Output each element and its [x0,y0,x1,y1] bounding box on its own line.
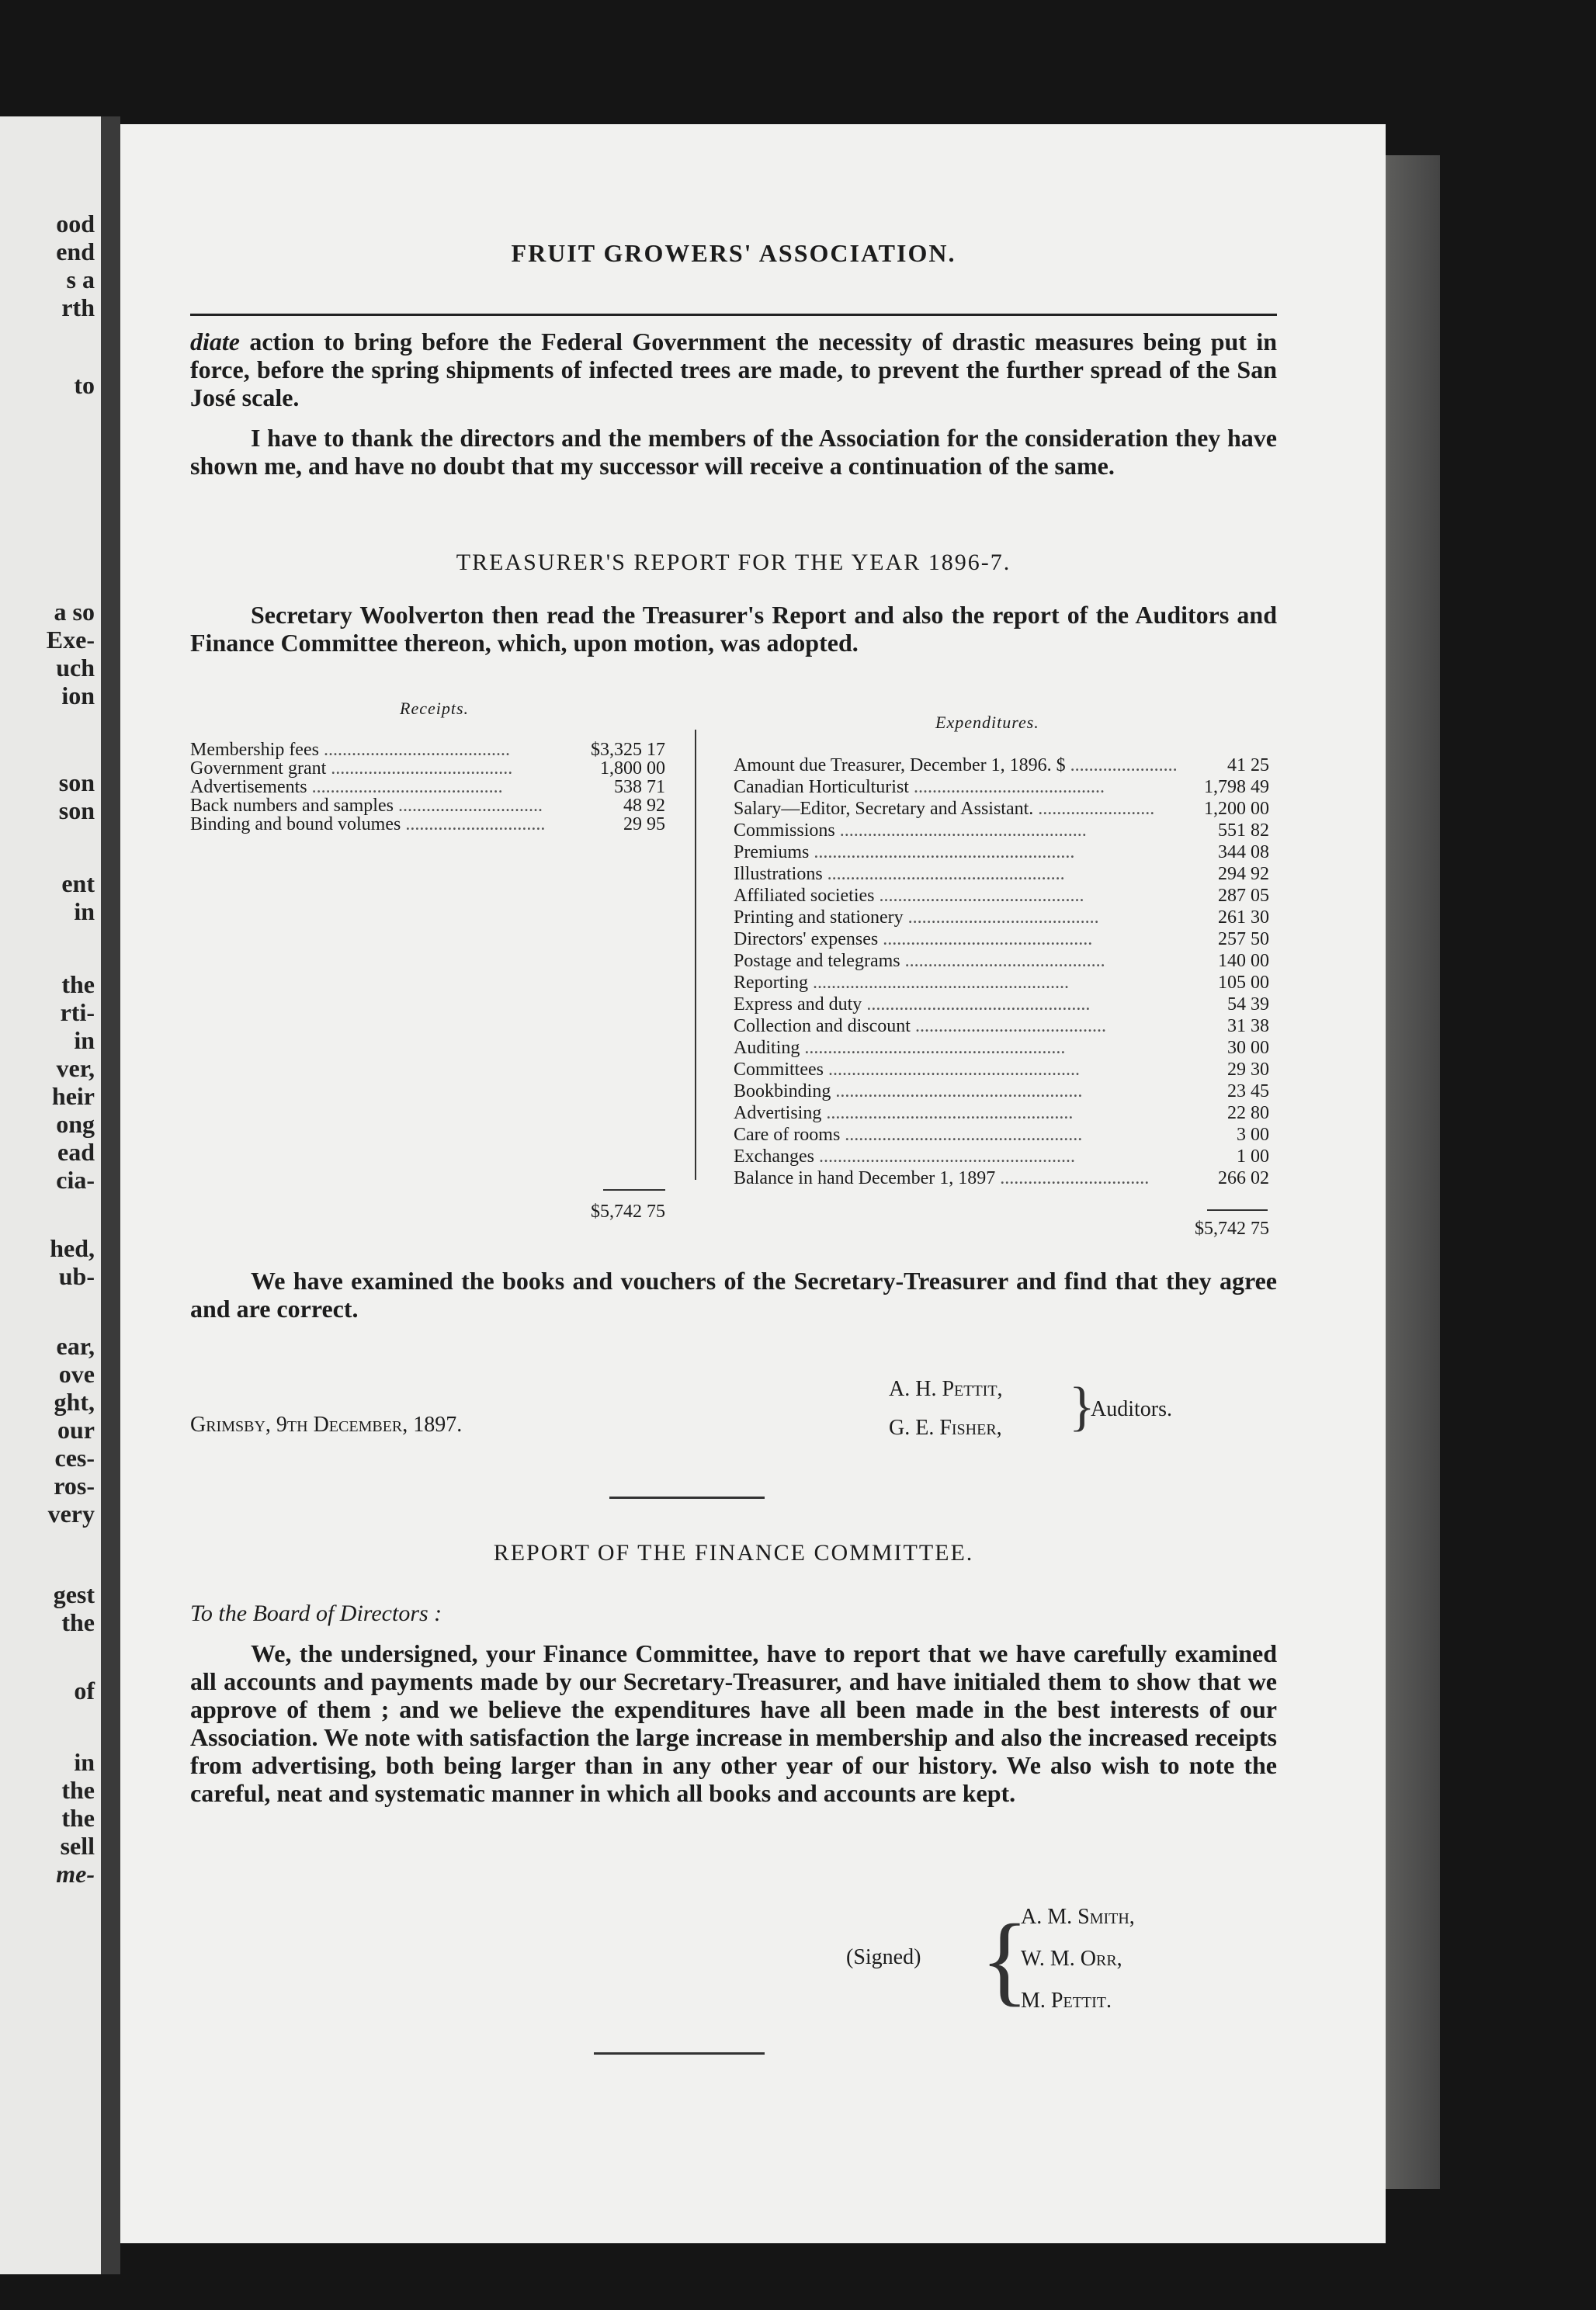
leader-dots: ....................................................... [814,1146,1075,1167]
left-page-fragment: ong [56,1110,95,1138]
opening-text: action to bring before the Federal Government the necessity of drastic measures being put in force, before the spring shipments of infected trees are made, to prevent the further spread of the San José scale. [190,328,1277,411]
left-page-fragment: in [74,1748,95,1776]
expenditures-label: Illustrations [734,864,823,884]
expenditures-label: Balance in hand December 1, 1897 [734,1168,996,1188]
leader-dots: ......................................... [908,777,1105,797]
expenditures-amount: 1,798 49 [1204,777,1269,797]
expenditures-amount: 1 00 [1237,1146,1269,1167]
expenditures-row [734,1167,1269,1189]
expenditures-amount: 22 80 [1227,1103,1269,1123]
leader-dots: ............................................ [874,886,1084,906]
column-divider [695,730,696,1180]
receipts-amount: $3,325 17 [591,740,665,760]
expenditures-amount: 54 39 [1227,994,1269,1015]
expenditures-amount: 105 00 [1218,973,1269,993]
expenditures-amount: 23 45 [1227,1081,1269,1101]
expenditures-label: Care of rooms [734,1125,841,1145]
expenditures-label: Canadian Horticulturist [734,777,909,797]
expenditures-total-rule [1207,1209,1268,1211]
expenditures-label: Auditing [734,1038,800,1058]
receipts-label: Advertisements [190,777,307,797]
expenditures-label: Amount due Treasurer, December 1, 1896. $ [734,755,1066,775]
receipts-label: Binding and bound volumes [190,814,401,834]
left-page-fragment: ear, [56,1332,95,1360]
expenditures-total: $5,742 75 [1195,1219,1269,1239]
document-page [120,124,1386,2243]
left-page-fragment: ent [61,869,95,897]
expenditures-label: Directors' expenses [734,929,879,949]
expenditures-amount: 261 30 [1218,907,1269,928]
left-page-fragment: sell [60,1832,95,1860]
opening-paragraph [190,328,1277,411]
left-page-fragment: in [74,1026,95,1054]
finance-body: We, the undersigned, your Finance Committee, have to report that we have carefully examined all accounts and payments made by our Secretary-Treasurer, and have initialed them to show that we approve of them ; and we believe the expenditures have all been made in the best interests of our Association. We note with satisfaction the large increase in membership and also the increased receipts from advertising, both being larger than in any other year of our history. We also wish to note the careful, neat and systematic manner in which all books and accounts are kept. [190,1639,1277,1807]
expenditures-label: Exchanges [734,1146,814,1167]
expenditures-label: Reporting [734,973,808,993]
expenditures-row [734,907,1269,928]
left-page-fragment: uch [56,654,95,682]
auditor-name: A. H. Pettit, [889,1377,1003,1401]
book-gutter [101,116,120,2274]
left-page-fragment: rth [61,293,95,321]
receipts-heading: Receipts. [400,699,470,718]
leader-dots: ......................................... [903,907,1099,928]
expenditures-label: Salary—Editor, Secretary and Assistant. [734,799,1034,819]
left-page-fragment: our [57,1416,95,1444]
expenditures-row [734,885,1269,907]
expenditures-amount: 266 02 [1218,1168,1269,1188]
leader-dots: ......................................... [307,777,503,797]
receipts-amount: 538 71 [614,777,665,797]
expenditures-amount: 3 00 [1237,1125,1269,1145]
left-page-fragment: s a [66,265,95,293]
leader-dots: ........................................... [900,951,1105,971]
left-page-fragment: a so [54,598,95,626]
expenditures-label: Collection and discount [734,1016,911,1036]
auditors-brace: } [1069,1377,1095,1437]
receipts-amount: 48 92 [623,796,665,816]
expenditures-amount: 30 00 [1227,1038,1269,1058]
receipts-amount: 1,800 00 [600,758,665,779]
expenditures-row [734,928,1269,950]
left-page-fragment: ver, [56,1054,95,1082]
left-facing-page [0,116,101,2274]
left-page-fragment: ead [57,1138,95,1166]
expenditures-amount: 31 38 [1227,1016,1269,1036]
left-page-fragment: heir [51,1082,95,1110]
left-page-fragment: the [61,1776,95,1804]
leader-dots: ......................... [1033,799,1155,819]
left-page-fragment: ove [58,1360,95,1388]
left-page-fragment: Exe- [46,626,95,654]
expenditures-amount: 41 25 [1227,755,1269,775]
section-divider [609,1497,765,1499]
leader-dots: ....................... [1065,755,1178,775]
leader-dots: ................................ [995,1168,1150,1188]
finance-salutation: To the Board of Directors : [190,1601,442,1626]
left-page-fragment: to [74,371,95,399]
expenditures-row [734,754,1269,776]
left-page-fragment: ros- [54,1472,95,1500]
expenditures-row [734,863,1269,885]
expenditures-label: Premiums [734,842,810,862]
expenditures-amount: 257 50 [1218,929,1269,949]
leader-dots: ........................................ [318,740,510,760]
expenditures-amount: 140 00 [1218,951,1269,971]
signatories-brace: { [980,1904,1029,2016]
expenditures-row [734,798,1269,820]
expenditures-row [734,1102,1269,1124]
treasurer-intro: Secretary Woolverton then read the Treasurer's Report and also the report of the Auditors and Finance Committee thereon, which, upon motion, was adopted. [190,601,1277,657]
left-page-fragment: ces- [54,1444,95,1472]
running-head: FRUIT GROWERS' ASSOCIATION. [511,239,956,267]
expenditures-label: Committees [734,1060,824,1080]
leader-dots: .............................. [401,814,546,834]
leader-dots: ................................................... [840,1125,1083,1145]
left-page-fragment: ood [56,210,95,238]
expenditures-label: Affiliated societies [734,886,875,906]
left-page-fragment: son [58,768,95,796]
header-rule [190,314,1277,316]
expenditures-amount: 1,200 00 [1204,799,1269,819]
expenditures-row [734,1080,1269,1102]
expenditures-row [734,950,1269,972]
left-page-fragment: cia- [56,1166,95,1194]
expenditures-amount: 287 05 [1218,886,1269,906]
receipts-amount: 29 95 [623,814,665,834]
signatory-name: M. Pettit. [1021,1989,1112,2013]
expenditures-label: Postage and telegrams [734,951,900,971]
leader-dots: ............................... [393,796,543,816]
thanks-paragraph: I have to thank the directors and the members of the Association for the consideration they have shown me, and have no doubt that my successor will receive a continuation of the same. [190,424,1277,480]
expenditures-row [734,1059,1269,1080]
expenditures-row [734,972,1269,994]
left-page-fragment: gest [53,1580,95,1608]
end-divider [594,2052,765,2055]
signatory-name: W. M. Orr, [1021,1947,1122,1971]
leader-dots: ...................................................... [824,1060,1080,1080]
expenditures-row [734,1146,1269,1167]
leader-dots: ............................................. [878,929,1093,949]
expenditures-label: Printing and stationery [734,907,904,928]
expenditures-label: Commissions [734,820,835,841]
receipts-label: Government grant [190,758,327,779]
signed-label: (Signed) [846,1945,921,1969]
left-page-fragment: rti- [60,998,95,1026]
left-page-fragment: of [74,1677,95,1705]
left-page-fragment: me- [56,1860,95,1888]
leader-dots: ................................................... [822,864,1065,884]
receipts-label: Membership fees [190,740,319,760]
leader-dots: ....................................... [326,758,513,779]
left-page-fragment: ion [61,682,95,709]
expenditures-amount: 29 30 [1227,1060,1269,1080]
left-page-fragment: ub- [58,1262,95,1290]
expenditures-row [734,820,1269,841]
expenditures-amount: 294 92 [1218,864,1269,884]
expenditures-label: Advertising [734,1103,822,1123]
leader-dots: ........................................................ [809,842,1075,862]
left-page-fragment: ght, [54,1388,95,1416]
left-page-fragment: the [61,1804,95,1832]
audit-place-date: Grimsby, 9th December, 1897. [190,1413,463,1437]
signatory-name: A. M. Smith, [1021,1905,1135,1929]
auditor-name: G. E. Fisher, [889,1416,1002,1440]
auditors-label: Auditors. [1091,1397,1172,1421]
expenditures-row [734,1015,1269,1037]
expenditures-label: Express and duty [734,994,862,1015]
finance-report-title: REPORT OF THE FINANCE COMMITTEE. [493,1540,974,1566]
expenditures-row [734,841,1269,863]
leader-dots: ..................................................... [834,820,1087,841]
leader-dots: ........................................................ [800,1038,1066,1058]
expenditures-amount: 344 08 [1218,842,1269,862]
expenditures-row [734,1124,1269,1146]
left-page-fragment: the [61,1608,95,1636]
receipts-total-rule [603,1189,665,1191]
leader-dots: ....................................................... [808,973,1069,993]
leader-dots: ..................................................... [831,1081,1083,1101]
receipts-row [190,813,665,835]
expenditures-row [734,776,1269,798]
leader-dots: ................................................ [862,994,1091,1015]
expenditures-row [734,1037,1269,1059]
opening-italic-lead: diate [190,328,240,356]
left-page-fragment: very [47,1500,95,1528]
leader-dots: ..................................................... [821,1103,1074,1123]
receipts-label: Back numbers and samples [190,796,394,816]
expenditures-row [734,994,1269,1015]
left-page-fragment: end [56,238,95,265]
left-page-fragment: in [74,897,95,925]
expenditures-heading: Expenditures. [935,713,1039,732]
leader-dots: ......................................... [910,1016,1106,1036]
left-page-fragment: son [58,796,95,824]
expenditures-amount: 551 82 [1218,820,1269,841]
expenditures-label: Bookbinding [734,1081,831,1101]
receipts-total: $5,742 75 [591,1202,665,1222]
left-page-fragment: hed, [50,1234,95,1262]
treasurer-report-title: TREASURER'S REPORT FOR THE YEAR 1896-7. [456,550,1011,575]
audit-statement: We have examined the books and vouchers of the Secretary-Treasurer and find that they agree and are correct. [190,1267,1277,1323]
left-page-fragment: the [61,970,95,998]
